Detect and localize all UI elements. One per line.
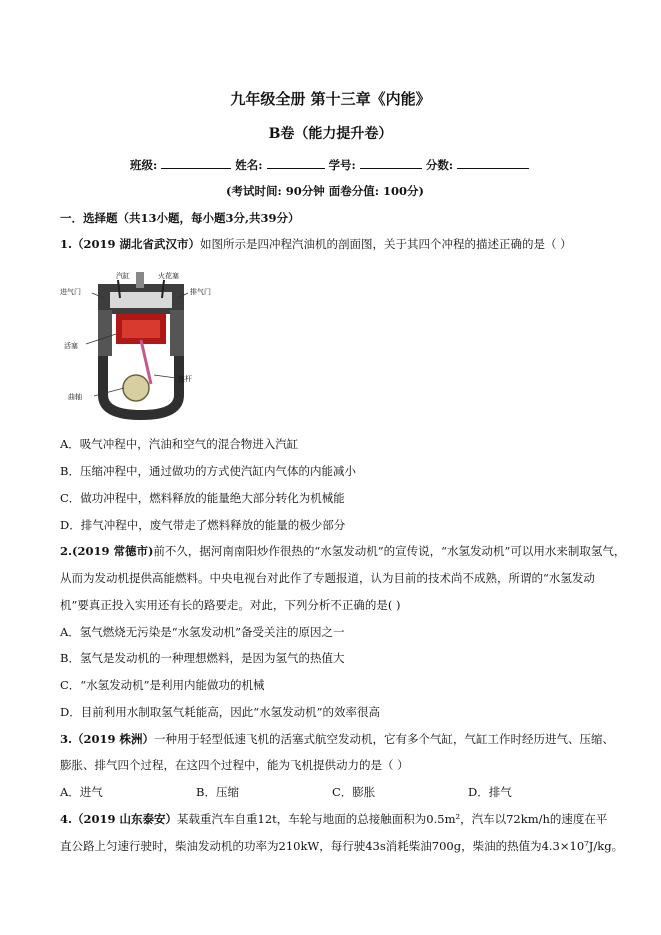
label-spark-plug: 火花塞 xyxy=(158,272,179,280)
label-intake: 汽缸 xyxy=(116,272,130,280)
question-1-option-c[interactable]: C．做功冲程中，燃料释放的能量绝大部分转化为机械能 xyxy=(60,491,345,505)
question-source: （2019 株洲） xyxy=(72,732,155,746)
class-label: 班级: xyxy=(130,158,158,172)
question-2-option-b[interactable]: B．氢气是发动机的一种理想燃料，是因为氢气的热值大 xyxy=(60,651,345,665)
question-1-stem xyxy=(60,237,572,251)
question-source: (2019 常德市) xyxy=(72,544,154,558)
question-2-line-3: 机”要真正投入实用还有长的路要走。对此，下列分析不正确的是( ) xyxy=(60,598,401,612)
question-1-option-b[interactable]: B．压缩冲程中，通过做功的方式使汽缸内气体的内能减小 xyxy=(60,464,356,478)
crank-wheel xyxy=(123,375,149,401)
question-2-option-a[interactable]: A．氢气燃烧无污染是“水氢发动机”备受关注的原因之一 xyxy=(60,625,345,639)
label-rod: 连杆 xyxy=(178,375,192,383)
score-label: 分数: xyxy=(425,158,454,172)
question-text: 一种用于轻型低速飞机的活塞式航空发动机，它有多个气缸，气缸工作时经历进气、压缩、 xyxy=(154,732,615,746)
label-piston: 活塞 xyxy=(64,342,78,350)
label-inlet: 进气门 xyxy=(60,288,81,296)
cylinder-wall-right xyxy=(170,310,184,356)
question-number: 2. xyxy=(60,544,73,558)
question-3-option-a[interactable]: A．进气 xyxy=(60,785,103,799)
question-2-option-c[interactable]: C．“水氢发动机”是利用内能做功的机械 xyxy=(60,678,265,692)
section-heading: 一．选择题（共13小题，每小题3分,共39分） xyxy=(60,211,300,225)
name-blank[interactable] xyxy=(267,157,325,169)
id-blank[interactable] xyxy=(360,157,422,169)
page-subtitle: B卷（能力提升卷） xyxy=(268,126,393,142)
question-2-line-1 xyxy=(60,544,625,558)
question-number: 3. xyxy=(60,732,73,746)
question-3-line-2: 膨胀、排气四个过程，在这四个过程中，能为飞机提供动力的是（ ） xyxy=(60,758,409,772)
class-blank[interactable] xyxy=(161,157,231,169)
question-number: 1. xyxy=(60,237,73,251)
name-label: 姓名: xyxy=(235,158,263,172)
question-4-line-1 xyxy=(60,812,607,826)
question-3-option-b[interactable]: B．压缩 xyxy=(196,785,239,799)
student-info-line xyxy=(130,157,529,172)
question-text: 如图所示是四冲程汽油机的剖面图，关于其四个冲程的描述正确的是（ ） xyxy=(200,237,572,251)
cylinder-wall-left xyxy=(98,310,112,356)
question-2-line-2: 从而为发动机提供高能燃料。中央电视台对此作了专题报道，认为目前的技术尚不成熟，所谓的“水氢发动 xyxy=(60,571,595,585)
spark-plug-shape xyxy=(136,272,144,288)
question-3-line-1 xyxy=(60,732,614,746)
question-text: 前不久，据河南南阳炒作很热的“水氢发动机”的宣传说，“水氢发动机”可以用水来制取氢气， xyxy=(153,544,626,558)
question-4-line-2: 直公路上匀速行驶时，柴油发动机的功率为210kW，每行驶43s消耗柴油700g，柴油的热值为4.3×10⁷J/kg。 xyxy=(60,839,624,853)
score-blank[interactable] xyxy=(457,157,529,169)
question-2-option-d[interactable]: D．目前利用水制取氢气耗能高，因此“水氢发动机”的效率很高 xyxy=(60,705,380,719)
exam-time-note: (考试时间: 90分钟 面卷分值: 100分) xyxy=(226,184,424,198)
question-number: 4. xyxy=(60,812,73,826)
engine-cross-section-figure xyxy=(58,270,228,425)
question-1-option-d[interactable]: D．排气冲程中，废气带走了燃料释放的能量的极少部分 xyxy=(60,518,346,532)
question-source: （2019 山东泰安） xyxy=(72,812,178,826)
label-outlet: 排气门 xyxy=(190,288,211,296)
question-source: （2019 湖北省武汉市） xyxy=(72,237,201,251)
page-title: 九年级全册 第十三章《内能》 xyxy=(230,90,431,108)
question-3-option-d[interactable]: D．排气 xyxy=(468,785,512,799)
question-1-option-a[interactable]: A．吸气冲程中，汽油和空气的混合物进入汽缸 xyxy=(60,437,299,451)
piston-highlight xyxy=(122,320,160,338)
question-text: 某载重汽车自重12t，车轮与地面的总接触面积为0.5m²，汽车以72km/h的速度在平 xyxy=(177,812,608,826)
id-label: 学号: xyxy=(328,158,356,172)
label-crank: 曲轴 xyxy=(68,393,82,401)
question-3-option-c[interactable]: C．膨胀 xyxy=(332,785,376,799)
